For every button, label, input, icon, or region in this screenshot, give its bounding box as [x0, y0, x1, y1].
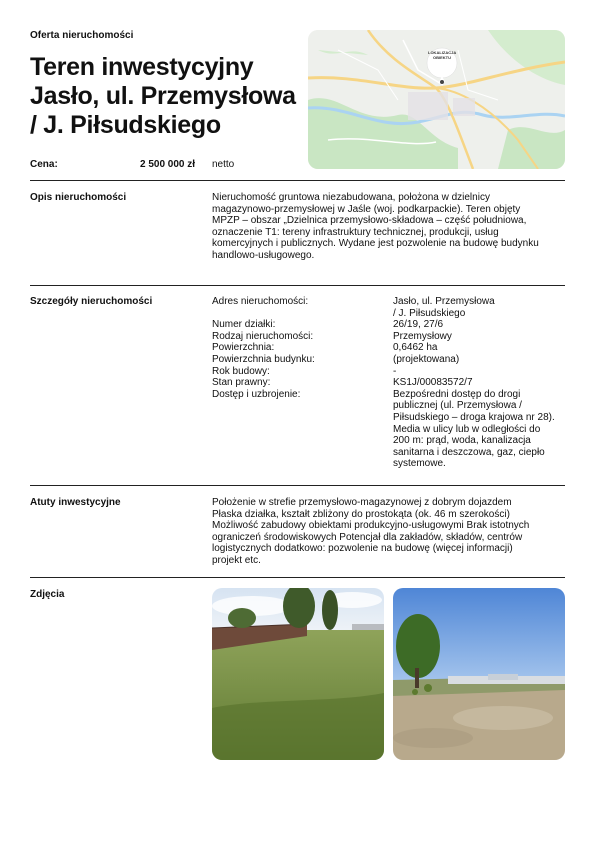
assets-line: logistycznych dodatkowo: pozwolenie na budowę (więcej informacji) — [212, 543, 513, 555]
detail-value — [393, 389, 565, 470]
value-line: KS1J/00083572/7 — [393, 377, 473, 389]
detail-value — [393, 342, 565, 354]
detail-value — [393, 296, 565, 319]
description-label: Opis nieruchomości — [30, 192, 127, 203]
detail-value — [393, 319, 565, 331]
detail-row — [212, 366, 565, 378]
detail-label: Rok budowy: — [212, 365, 270, 377]
description-text — [212, 192, 565, 262]
details-label: Szczegóły nieruchomości — [30, 296, 153, 307]
divider — [30, 577, 565, 578]
description-line: magazynowo-przemysłowej w Jaśle (woj. podkarpackie). Teren objęty — [212, 203, 521, 215]
assets-line: Możliwość zabudowy obiektami produkcyjno-usługowymi Brak istotnych — [212, 520, 530, 532]
divider — [30, 285, 565, 286]
description-line: komercyjnych i publicznych. Wydane jest pozwolenie na budowę budynku — [212, 238, 539, 250]
photo-field-fence — [212, 588, 384, 760]
value-line: 200 m: prąd, woda, kanalizacja — [393, 435, 531, 447]
detail-value — [393, 354, 565, 366]
detail-row — [212, 319, 565, 331]
detail-label: Powierzchnia: — [212, 342, 275, 354]
price-note: netto — [212, 159, 235, 170]
detail-value — [393, 366, 565, 378]
description-line: oznaczenie T1: tereny infrastruktury technicznej, produkcji, usług — [212, 226, 499, 238]
detail-row — [212, 331, 565, 343]
assets-line: Płaska działka, kształt zbliżony do prostokąta (ok. 46 m szerokości) — [212, 508, 510, 520]
value-line: sanitarna i deszczowa, gaz, ciepło — [393, 446, 545, 458]
value-line: systemowe. — [393, 458, 446, 470]
detail-label: Powierzchnia budynku: — [212, 353, 315, 365]
description-line: Nieruchomość gruntowa niezabudowana, położona w dzielnicy — [212, 192, 490, 203]
title-line: Jasło, ul. Przemysłowa — [30, 82, 296, 110]
value-line: Media w ulicy lub w odległości do — [393, 423, 541, 435]
divider — [30, 180, 565, 181]
page-title — [30, 53, 305, 140]
assets-line: Położenie w strefie przemysłowo-magazynowej z dobrym dojazdem — [212, 497, 512, 508]
value-line: 0,6462 ha — [393, 342, 438, 354]
photos-label: Zdjęcia — [30, 589, 65, 600]
description-line: handlowo-usługowego. — [212, 249, 315, 261]
title-line: / J. Piłsudskiego — [30, 111, 221, 139]
detail-label: Stan prawny: — [212, 377, 271, 389]
assets-text — [212, 497, 565, 567]
detail-label: Dostęp i uzbrojenie: — [212, 388, 301, 400]
location-map[interactable] — [308, 30, 565, 169]
divider — [30, 485, 565, 486]
assets-line: ograniczeń środowiskowych Potencjał dla zakładów, składów, centrów — [212, 531, 523, 543]
property-photo[interactable] — [393, 588, 565, 760]
detail-value — [393, 331, 565, 343]
pin-label-line: LOKALIZACJA — [428, 50, 457, 55]
detail-row — [212, 377, 565, 389]
description-line: MPZP – obszar „Dzielnica przemysłowo-składowa – część południowa, — [212, 215, 527, 227]
value-line: 26/19, 27/6 — [393, 319, 444, 331]
title-line: Teren inwestycyjny — [30, 53, 254, 81]
detail-label: Rodzaj nieruchomości: — [212, 330, 314, 342]
value-line: - — [393, 365, 397, 377]
property-photo[interactable] — [212, 588, 384, 760]
pin-label-line: OBIEKTU — [433, 55, 451, 60]
assets-label: Atuty inwestycyjne — [30, 497, 121, 508]
value-line: (projektowana) — [393, 353, 460, 365]
value-line: / J. Piłsudskiego — [393, 307, 466, 319]
detail-row — [212, 354, 565, 366]
value-line: publicznej (ul. Przemysłowa / — [393, 400, 522, 412]
details-table — [212, 296, 565, 470]
detail-row — [212, 296, 565, 319]
offer-kicker: Oferta nieruchomości — [30, 30, 134, 41]
map-pin-label — [428, 50, 456, 60]
price-label: Cena: — [30, 159, 58, 170]
price-value: 2 500 000 zł — [140, 159, 196, 170]
detail-row — [212, 342, 565, 354]
value-line: Przemysłowy — [393, 330, 452, 342]
assets-line: projekt etc. — [212, 554, 261, 566]
detail-row — [212, 389, 565, 470]
value-line: Piłsudskiego – droga krajowa nr 28). — [393, 411, 555, 423]
photo-plot-tree — [393, 588, 565, 760]
value-line: Bezpośredni dostęp do drogi — [393, 388, 521, 400]
detail-label: Numer działki: — [212, 319, 276, 331]
detail-label: Adres nieruchomości: — [212, 296, 309, 307]
detail-value — [393, 377, 565, 389]
value-line: Jasło, ul. Przemysłowa — [393, 296, 495, 307]
